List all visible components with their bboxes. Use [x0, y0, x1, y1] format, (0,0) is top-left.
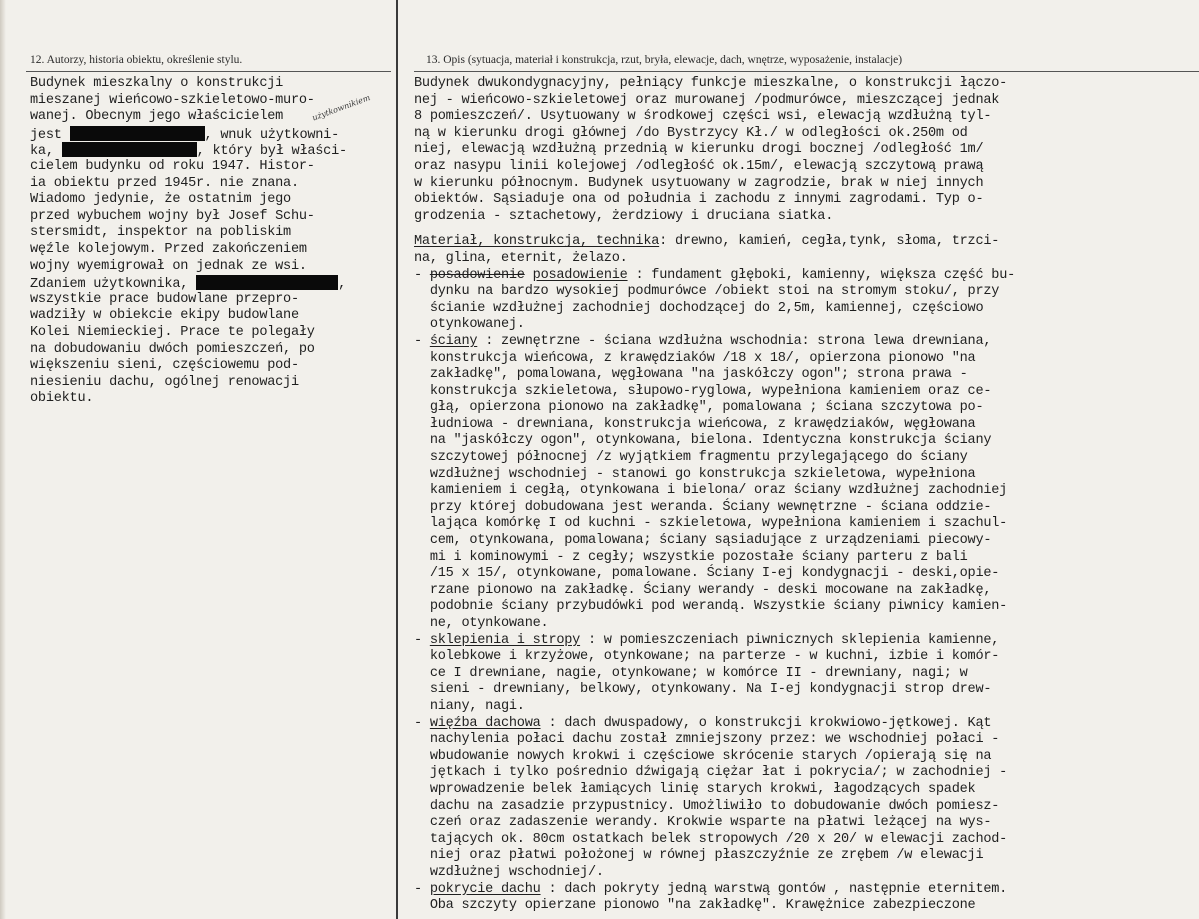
text-line: przed wybuchem wojny był Josef Schu-	[30, 208, 315, 224]
text-line: konstrukcja wieńcowa, z krawędziaków /18 x 18/, opierzona pionowo "na	[414, 350, 976, 366]
text-line: na, glina, eternit, żelazo.	[414, 250, 628, 266]
paragraph-ceilings	[414, 649, 1194, 715]
text-segment: ka,	[30, 144, 62, 160]
text-line: czeń oraz zadaszenie werandy. Krokwie wsparte na płatwi leżącej na wys-	[414, 815, 992, 831]
text-line	[414, 882, 1194, 899]
text-line: jętkach i tylko pośrednio dźwigają ciężar łat i pokrycia/; w zachodniej -	[414, 765, 1008, 781]
text-line: obiektów. Sąsiaduje ona od południa i zachodu z innymi zagrodami. Typ o-	[414, 192, 984, 208]
text-segment: : dach pokryty jedną warstwą gontów , następnie eternitem.	[540, 881, 1008, 897]
text-line: Budynek mieszkalny o konstrukcji	[30, 76, 284, 91]
text-line: Kolei Niemieckiej. Prace te polegały	[30, 324, 315, 340]
history-text	[30, 76, 392, 408]
text-line: sieni - drewniany, belkowy, otynkowany. Na I-ej kondygnacji strop drew-	[414, 682, 992, 698]
text-line	[414, 234, 1194, 251]
text-line: rzane pionowo na zakładkę. Ściany werandy - deski mocowane na zakładkę,	[414, 582, 992, 598]
text-line: 8 pomieszczeń/. Usytuowany w środkowej części wsi, elewacją wzdłużną tyl-	[414, 109, 992, 125]
text-line: wprowadzenie belek łamiących linię starych krokwi, łagodzących spadek	[414, 781, 976, 797]
paragraph-situation	[414, 76, 1194, 225]
text-segment: : fundament głęboki, kamienny, większa część bu-	[627, 267, 1016, 283]
text-line: tających ok. 80cm ostatkach belek stropowych /20 x 20/ w elewacji zachod-	[414, 831, 1008, 847]
text-line	[414, 268, 1194, 285]
text-line: Oba szczyty opierzane pionowo "na zakładkę". Krawężnice zabezpieczone	[414, 898, 976, 914]
text-line: wadziły w obiekcie ekipy budowlane	[30, 308, 299, 324]
text-line: lająca komórkę I od kuchni - szkieletowa, wypełniona kamieniem i szachul-	[414, 516, 1008, 532]
text-line: wanej. Obecnym jego właścicielem	[30, 109, 284, 125]
text-line: łudniowa - drewniana, konstrukcja wieńcowa, z krawędziaków, węgłowana	[414, 416, 976, 432]
text-segment: -	[414, 881, 430, 897]
text-line: wzdłużnej wschodniej/.	[414, 864, 604, 880]
header-rule-left	[26, 71, 391, 72]
text-line: głą, opierzona pionowo na zakładkę", pomalowana ; ściana szczytowa po-	[414, 400, 984, 416]
text-line: na "jaskółczy ogon", otynkowana, bielona. Identyczna konstrukcja ściany	[414, 433, 992, 449]
text-segment: Zdaniem użytkownika,	[30, 277, 197, 293]
section-13-label: 13. Opis (sytuacja, materiał i konstrukcja, rzut, bryła, elewacje, dach, wnętrze, wyposażenie, instalacje)	[426, 54, 903, 66]
text-line: obiektu.	[30, 391, 94, 407]
paragraph-walls	[414, 351, 1194, 633]
section-heading-roofing: pokrycie dachu	[429, 881, 541, 897]
redaction-bar	[62, 142, 197, 157]
text-line: /15 x 15/, otynkowane, pomalowane. Ściany I-ej kondygnacji - deski,opie-	[414, 566, 1000, 582]
struck-word: posadowienie	[429, 267, 525, 283]
text-line: wzdłużnej wschodniej - stanowi go konstrukcja szkieletowa, wypełniona	[414, 466, 976, 482]
text-line: kamieniem i cegłą, otynkowana i bielona/ oraz ściany wzdłużnej zachodniej	[414, 483, 1008, 499]
text-line: mi i kominowymi - z cegły; wszystkie pozostałe ściany parteru z bali	[414, 549, 968, 565]
column-divider	[396, 0, 398, 919]
text-line	[414, 716, 1194, 733]
text-line: ną w kierunku drogi głównej /do Bystrzycy Kł./ w odległości ok.250m od	[414, 125, 968, 141]
text-segment: : zewnętrzne - ściana wzdłużna wschodnia: strona lewa drewniana,	[477, 333, 992, 349]
text-line: ścianie wzdłużnej zachodniej dochodzącej do 2,5m, kamiennej, częściowo	[414, 300, 984, 316]
text-line	[30, 275, 392, 292]
text-segment: -	[414, 632, 430, 648]
text-line: oraz nasypu linii kolejowej /odległość ok.15m/, elewacją szczytową prawą	[414, 158, 984, 174]
section-heading-ceilings: sklepienia i stropy	[429, 632, 581, 648]
section-12-label: 12. Autorzy, historia obiektu, określenie stylu.	[30, 54, 243, 66]
text-line: kolebkowe i krzyżowe, otynkowane; na parterze - w kuchni, izbie i komór-	[414, 649, 1000, 665]
text-segment: , wnuk użytkowni-	[204, 127, 339, 143]
section-heading-foundation: posadowienie	[532, 267, 628, 283]
text-line: przy której dobudowana jest weranda. Ściany wewnętrzne - ściana oddzie-	[414, 499, 992, 515]
text-line	[414, 334, 1194, 351]
header-rule-right	[414, 71, 1199, 72]
text-line: Wiadomo jedynie, że ostatnim jego	[30, 192, 291, 208]
text-line: szczytowej północnej /z wyjątkiem fragmentu przylegającego do ściany	[414, 450, 968, 466]
text-segment: : w pomieszczeniach piwnicznych sklepienia kamienne,	[580, 632, 1000, 648]
text-line: węźle kolejowym. Przed zakończeniem	[30, 241, 307, 257]
text-line: cielem budynku od roku 1947. Histor-	[30, 158, 315, 174]
page-edge-shadow	[0, 0, 6, 919]
text-line: dachu na zasadzie przypustnicy. Umożliwiło to dobudowanie dwóch pomiesz-	[414, 798, 1000, 814]
text-line: większeniu sieni, częściowemu pod-	[30, 358, 299, 374]
text-line: nej - wieńcowo-szkieletowej oraz murowanej /podmurówce, mieszczącej jednak	[414, 92, 1000, 108]
text-line: Budynek dwukondygnacyjny, pełniący funkcje mieszkalne, o konstrukcji łączo-	[414, 76, 1008, 91]
text-line: wbudowanie nowych krokwi i częściowe skrócenie starych /opierają się na	[414, 748, 992, 764]
text-segment	[525, 268, 533, 283]
text-segment: : dach dwuspadowy, o konstrukcji krokwiowo-jętkowej. Kąt	[540, 715, 992, 731]
text-segment: jest	[30, 127, 70, 143]
redaction-bar	[196, 275, 338, 290]
text-line: niany, nagi.	[414, 698, 525, 714]
text-line: wojny wyemigrował on jednak ze wsi.	[30, 258, 307, 274]
text-line: nachylenia połaci dachu został zmniejszony przez: we wschodniej połaci -	[414, 732, 1000, 748]
form-header	[0, 0, 1199, 68]
text-segment: : drewno, kamień, cegła,tynk, słoma, trzci-	[659, 234, 1000, 250]
text-line: grodzenia - sztachetowy, żerdziowy i druciana siatka.	[414, 208, 834, 224]
text-line: podobnie ściany przybudówki pod werandą. Wszystkie ściany piwnicy kamien-	[414, 599, 1008, 615]
text-line	[30, 142, 392, 159]
paragraph-roof-truss	[414, 732, 1194, 881]
text-line: mieszanej wieńcowo-szkieletowo-muro-	[30, 92, 315, 108]
text-segment: -	[414, 715, 430, 731]
paragraph-gap	[414, 225, 1194, 234]
text-line	[414, 633, 1194, 650]
text-line: niej oraz płatwi położonej w równej płaszczyźnie ze zrębem /w elewacji	[414, 848, 984, 864]
paragraph-foundation	[414, 284, 1194, 334]
text-line: dynku na bardzo wysokiej podmurówce /obiekt stoi na stromym stoku/, przy	[414, 284, 1000, 300]
section-heading-roof-truss: więźba dachowa	[429, 715, 541, 731]
text-segment: -	[414, 267, 430, 283]
text-segment: -	[414, 333, 430, 349]
text-segment: , który był właści-	[196, 144, 347, 160]
text-line: w kierunku północnym. Budynek usytuowany w zagrodzie, brak w niej innych	[414, 175, 984, 191]
text-line: otynkowanej.	[414, 317, 525, 333]
text-line: ce I drewniane, nagie, otynkowane; w komórce II - drewniany, nagi; w	[414, 665, 968, 681]
description-text	[414, 76, 1194, 915]
section-heading-walls: ściany	[429, 333, 478, 349]
text-line: ia obiektu przed 1945r. nie znana.	[30, 175, 299, 191]
handwritten-note: użytkownikiem	[311, 93, 372, 123]
text-line: zakładkę", pomalowana, węgłowana "na jaskółczy ogon"; strona prawa -	[414, 367, 968, 383]
text-line: stersmidt, inspektor na pobliskim	[30, 225, 291, 241]
redaction-bar	[70, 126, 205, 141]
text-segment: ,	[338, 277, 346, 293]
text-line: niesieniu dachu, ogólnej renowacji	[30, 374, 299, 390]
section-heading-material: Materiał, konstrukcja, technika	[414, 234, 660, 250]
text-line: wszystkie prace budowlane przepro-	[30, 291, 299, 307]
text-line: cem, otynkowana, pomalowana; ściany sąsiadujące z urządzeniami piecowy-	[414, 533, 992, 549]
text-line: ne, otynkowane.	[414, 616, 549, 631]
text-line: konstrukcja szkieletowa, słupowo-ryglowa, wypełniona kamieniem oraz ce-	[414, 383, 992, 399]
text-line: na dobudowaniu dwóch pomieszczeń, po	[30, 341, 315, 357]
text-line: niej, elewacją wzdłużną przednią w kierunku drogi bocznej /odległość 1m/	[414, 142, 984, 158]
text-line	[30, 126, 392, 143]
paragraph-roofing	[414, 898, 1194, 915]
